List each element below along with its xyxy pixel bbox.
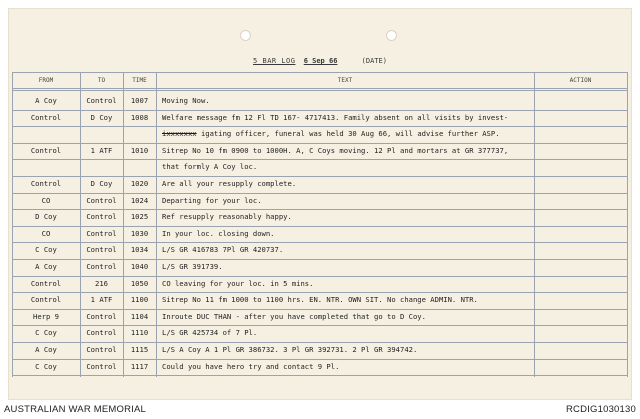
cell-text	[162, 362, 532, 372]
log-table	[12, 72, 628, 377]
entry-text: L/S GR 416783 7Pl GR 420737.	[162, 245, 284, 255]
log-title: 5 BAR LOG	[253, 57, 296, 65]
cell-from: Control	[30, 295, 62, 305]
cell-to: Control	[86, 328, 117, 338]
cell-to: D Coy	[90, 112, 113, 122]
table-row	[12, 127, 628, 144]
column-header-text: TEXT	[337, 77, 353, 84]
cell-time: 1024	[130, 195, 149, 205]
page-title	[8, 57, 632, 65]
cell-from: CO	[41, 195, 51, 205]
cell-from: Control	[30, 145, 62, 155]
entry-text: Welfare message fm 12 Fl TD 167- 4717413. Family absent on all visits by invest-	[162, 112, 509, 122]
log-date: 6 Sep 66	[303, 57, 338, 65]
table-row	[12, 227, 628, 244]
cell-text	[162, 312, 532, 322]
date-caption: (DATE)	[361, 57, 387, 65]
cell-to: Control	[86, 361, 117, 371]
cell-time: 1008	[130, 112, 149, 122]
table-row	[12, 293, 628, 310]
footer-credit: AUSTRALIAN WAR MEMORIAL	[4, 404, 147, 415]
cell-to: Control	[86, 228, 117, 238]
cell-text	[162, 229, 532, 239]
entry-text: Ref resupply reasonably happy.	[162, 212, 292, 222]
cell-from: A Coy	[35, 262, 57, 271]
cell-time: 1020	[130, 179, 149, 188]
cell-from: Control	[30, 278, 62, 288]
cell-time: 1025	[130, 212, 149, 222]
entry-text: In your loc. closing down.	[162, 228, 275, 238]
table-row	[12, 94, 628, 111]
cell-to: Control	[86, 96, 117, 105]
cell-time: 1010	[130, 145, 149, 155]
cell-from: C Coy	[35, 361, 57, 371]
cell-from: Control	[30, 179, 62, 188]
cell-time: 1117	[130, 361, 149, 371]
cell-from: C Coy	[35, 245, 57, 255]
entry-text: Could you have hero try and contact 9 Pl.	[162, 361, 340, 371]
table-row	[12, 210, 628, 227]
cell-text	[162, 245, 532, 255]
cell-time: 1040	[130, 262, 149, 271]
table-row	[12, 194, 628, 211]
cell-from: CO	[41, 228, 51, 238]
cell-text	[162, 328, 532, 338]
table-row	[12, 111, 628, 128]
cell-time: 1030	[130, 228, 149, 238]
cell-to: 216	[95, 278, 108, 288]
cell-text	[162, 345, 532, 355]
punch-hole	[386, 30, 397, 41]
cell-text	[162, 295, 532, 305]
cell-to: 1 ATF	[90, 295, 113, 305]
entry-text: Sitrep No 11 fm 1000 to 1100 hrs. EN. NTR. OWN SIT. No change ADMIN. NTR.	[162, 295, 478, 305]
entry-text: Departing for your loc.	[162, 195, 262, 205]
cell-from: A Coy	[35, 345, 57, 354]
cell-time: 1007	[130, 96, 149, 105]
cell-text	[162, 96, 532, 106]
cell-from: C Coy	[35, 328, 57, 338]
table-row	[12, 243, 628, 260]
entry-text: igating officer, funeral was held 30 Aug 66, will advise further ASP.	[200, 129, 500, 139]
punch-hole	[240, 30, 251, 41]
entry-text: CO leaving for your loc. in 5 mins.	[162, 278, 314, 288]
cell-time: 1104	[130, 311, 149, 321]
table-row	[12, 160, 628, 177]
table-row	[12, 343, 628, 360]
cell-from: D Coy	[35, 212, 57, 222]
entry-text: Moving Now.	[162, 96, 210, 105]
cell-to: Control	[86, 262, 117, 271]
cell-to: D Coy	[90, 179, 113, 188]
table-rule	[12, 72, 628, 73]
column-header-time: TIME	[132, 77, 147, 84]
cell-text	[162, 279, 532, 289]
row-rule	[12, 375, 628, 376]
cell-text	[162, 179, 532, 189]
footer-reference: RCDIG1030130	[566, 404, 636, 415]
cell-text	[162, 113, 532, 123]
entry-text: Inroute DUC THAN - after you have completed that go to D Coy.	[162, 311, 426, 321]
column-header-to: TO	[97, 77, 106, 84]
cell-time: 1100	[130, 295, 149, 305]
cell-time: 1115	[130, 345, 149, 354]
cell-from: A Coy	[35, 96, 57, 105]
table-row	[12, 326, 628, 343]
table-row	[12, 260, 628, 277]
entry-text: L/S A Coy A 1 Pl GR 386732. 3 Pl GR 392731. 2 Pl GR 394742.	[162, 345, 418, 354]
cell-text	[162, 196, 532, 206]
entry-text: L/S GR 425734 of 7 Pl.	[162, 328, 258, 338]
cell-text	[162, 162, 532, 172]
entry-text: Are all your resupply complete.	[162, 179, 297, 188]
table-row	[12, 144, 628, 161]
cell-text	[162, 262, 532, 272]
cell-from: Herp 9	[33, 311, 59, 321]
table-row	[12, 277, 628, 294]
entry-text: L/S GR 391739.	[162, 262, 223, 271]
cell-to: Control	[86, 311, 117, 321]
cell-to: Control	[86, 212, 117, 222]
cell-text	[162, 129, 532, 139]
log-sheet	[8, 8, 632, 400]
cell-to: 1 ATF	[90, 145, 113, 155]
table-row	[12, 310, 628, 327]
table-rule	[12, 90, 628, 91]
cell-to: Control	[86, 195, 117, 205]
table-row	[12, 360, 628, 377]
table-rule	[12, 88, 628, 89]
cell-time: 1050	[130, 278, 149, 288]
cell-text	[162, 212, 532, 222]
cell-from: Control	[30, 112, 62, 122]
cell-to: Control	[86, 345, 117, 354]
column-header-from: FROM	[38, 77, 54, 84]
cell-time: 1034	[130, 245, 149, 255]
cell-time: 1110	[130, 328, 149, 338]
entry-text: that formly A Coy loc.	[162, 162, 258, 172]
column-header-action: ACTION	[569, 77, 592, 84]
entry-text: Sitrep No 10 fm 0900 to 1000H. A, C Coys moving. 12 Pl and mortars at GR 377737,	[162, 145, 509, 155]
cell-to: Control	[86, 245, 117, 255]
table-row	[12, 177, 628, 194]
cell-text	[162, 146, 532, 156]
struck-text: ixxxxxxx	[162, 129, 197, 139]
